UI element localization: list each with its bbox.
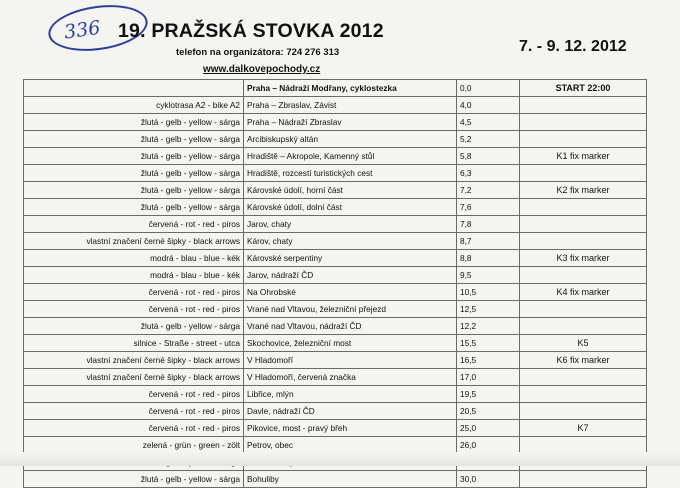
route-row bbox=[24, 250, 647, 267]
distance-km: 16,5 bbox=[457, 352, 520, 369]
route-row bbox=[24, 131, 647, 148]
control-note: K3 fix marker bbox=[520, 250, 647, 267]
trail-marking: červená - rot - red - piros bbox=[24, 284, 244, 301]
checkpoint-place: Pikovice, most - pravý břeh bbox=[244, 420, 457, 437]
route-row bbox=[24, 301, 647, 318]
document-header bbox=[0, 0, 680, 80]
distance-km: 19,5 bbox=[457, 386, 520, 403]
checkpoint-place: Károvské údolí, dolní část bbox=[244, 199, 457, 216]
trail-marking: červená - rot - red - piros bbox=[24, 216, 244, 233]
control-note bbox=[520, 114, 647, 131]
distance-km: 4,0 bbox=[457, 97, 520, 114]
control-note bbox=[520, 131, 647, 148]
trail-marking: žlutá - gelb - yellow - sárga bbox=[24, 318, 244, 335]
handwritten-number: 336 bbox=[45, 0, 150, 57]
checkpoint-place: Praha – Nádraží Modřany, cyklostezka bbox=[244, 80, 457, 97]
page-title: 19. PRAŽSKÁ STOVKA 2012 bbox=[118, 20, 384, 42]
trail-marking bbox=[24, 80, 244, 97]
distance-km: 5,2 bbox=[457, 131, 520, 148]
route-row bbox=[24, 403, 647, 420]
distance-km: 26,0 bbox=[457, 437, 520, 454]
trail-marking: žlutá - gelb - yellow - sárga bbox=[24, 199, 244, 216]
checkpoint-place: V Hladomoří bbox=[244, 352, 457, 369]
event-dates: 7. - 9. 12. 2012 bbox=[519, 38, 627, 55]
control-note bbox=[520, 165, 647, 182]
website-link[interactable]: www.dalkovepochody.cz bbox=[203, 64, 321, 75]
checkpoint-place: Károvské serpentiny bbox=[244, 250, 457, 267]
checkpoint-place: Vrané nad Vltavou, železniční přejezd bbox=[244, 301, 457, 318]
distance-km: 15,5 bbox=[457, 335, 520, 352]
route-row bbox=[24, 267, 647, 284]
trail-marking: žlutá - gelb - yellow - sárga bbox=[24, 131, 244, 148]
distance-km: 30,0 bbox=[457, 471, 520, 488]
checkpoint-place: Hradiště, rozcestí turistických cest bbox=[244, 165, 457, 182]
trail-marking: červená - rot - red - piros bbox=[24, 386, 244, 403]
route-row bbox=[24, 233, 647, 250]
control-note bbox=[520, 471, 647, 488]
route-row bbox=[24, 386, 647, 403]
checkpoint-place: Praha – Nádraží Zbraslav bbox=[244, 114, 457, 131]
checkpoint-place: Arcibiskupský altán bbox=[244, 131, 457, 148]
route-row bbox=[24, 97, 647, 114]
route-row bbox=[24, 420, 647, 437]
distance-km: 12,5 bbox=[457, 301, 520, 318]
distance-km: 20,5 bbox=[457, 403, 520, 420]
checkpoint-place: Na Ohrobské bbox=[244, 284, 457, 301]
distance-km: 8,7 bbox=[457, 233, 520, 250]
control-note bbox=[520, 267, 647, 284]
trail-marking: modrá - blau - blue - kék bbox=[24, 267, 244, 284]
control-note: K5 bbox=[520, 335, 647, 352]
trail-marking: cyklotrasa A2 - bike A2 bbox=[24, 97, 244, 114]
route-row bbox=[24, 182, 647, 199]
distance-km: 17,0 bbox=[457, 369, 520, 386]
checkpoint-place: Davle, nádraží ČD bbox=[244, 403, 457, 420]
control-note: K1 fix marker bbox=[520, 148, 647, 165]
checkpoint-place: Károvské údolí, horní část bbox=[244, 182, 457, 199]
trail-marking: vlastní značení černé šipky - black arrows bbox=[24, 369, 244, 386]
control-note bbox=[520, 199, 647, 216]
route-row bbox=[24, 471, 647, 488]
distance-km: 7,2 bbox=[457, 182, 520, 199]
trail-marking: červená - rot - red - piros bbox=[24, 403, 244, 420]
control-note: K6 fix marker bbox=[520, 352, 647, 369]
trail-marking: žlutá - gelb - yellow - sárga bbox=[24, 148, 244, 165]
control-note: K7 bbox=[520, 420, 647, 437]
control-note bbox=[520, 318, 647, 335]
checkpoint-place: Jarov, chaty bbox=[244, 216, 457, 233]
control-note: START 22:00 bbox=[520, 80, 647, 97]
organizer-phone: telefon na organizátora: 724 276 313 bbox=[176, 47, 340, 58]
route-row bbox=[24, 148, 647, 165]
trail-marking: zelená - grün - green - zölt bbox=[24, 437, 244, 454]
trail-marking: žlutá - gelb - yellow - sárga bbox=[24, 114, 244, 131]
route-row bbox=[24, 165, 647, 182]
distance-km: 10,5 bbox=[457, 284, 520, 301]
route-row bbox=[24, 369, 647, 386]
route-row bbox=[24, 216, 647, 233]
checkpoint-place: Hradiště – Akropole, Kamenný stůl bbox=[244, 148, 457, 165]
control-note: K2 fix marker bbox=[520, 182, 647, 199]
control-note bbox=[520, 301, 647, 318]
distance-km: 25,0 bbox=[457, 420, 520, 437]
page-bottom-shadow bbox=[0, 452, 680, 466]
control-note bbox=[520, 403, 647, 420]
control-note bbox=[520, 233, 647, 250]
route-table bbox=[23, 79, 647, 488]
checkpoint-place: Károv, chaty bbox=[244, 233, 457, 250]
checkpoint-place: Praha – Zbraslav, Závist bbox=[244, 97, 457, 114]
route-row bbox=[24, 318, 647, 335]
checkpoint-place: Skochovice, železniční most bbox=[244, 335, 457, 352]
distance-km: 12,2 bbox=[457, 318, 520, 335]
route-row bbox=[24, 80, 647, 97]
trail-marking: žlutá - gelb - yellow - sárga bbox=[24, 471, 244, 488]
control-note bbox=[520, 97, 647, 114]
trail-marking: červená - rot - red - piros bbox=[24, 420, 244, 437]
control-note bbox=[520, 386, 647, 403]
route-row bbox=[24, 437, 647, 454]
control-note bbox=[520, 369, 647, 386]
distance-km: 0,0 bbox=[457, 80, 520, 97]
checkpoint-place: V Hladomoří, červená značka bbox=[244, 369, 457, 386]
trail-marking: modrá - blau - blue - kék bbox=[24, 250, 244, 267]
trail-marking: žlutá - gelb - yellow - sárga bbox=[24, 182, 244, 199]
checkpoint-place: Petrov, obec bbox=[244, 437, 457, 454]
trail-marking: žlutá - gelb - yellow - sárga bbox=[24, 165, 244, 182]
route-row bbox=[24, 335, 647, 352]
distance-km: 7,8 bbox=[457, 216, 520, 233]
checkpoint-place: Libřice, mlýn bbox=[244, 386, 457, 403]
distance-km: 6,3 bbox=[457, 165, 520, 182]
distance-km: 9,5 bbox=[457, 267, 520, 284]
trail-marking: červená - rot - red - piros bbox=[24, 301, 244, 318]
route-row bbox=[24, 352, 647, 369]
trail-marking: silnice - Straße - street - utca bbox=[24, 335, 244, 352]
control-note bbox=[520, 216, 647, 233]
route-row bbox=[24, 114, 647, 131]
trail-marking: vlastní značení černé šipky - black arrows bbox=[24, 233, 244, 250]
distance-km: 8,8 bbox=[457, 250, 520, 267]
control-note bbox=[520, 437, 647, 454]
route-row bbox=[24, 199, 647, 216]
checkpoint-place: Vrané nad Vltavou, nádraží ČD bbox=[244, 318, 457, 335]
distance-km: 7,6 bbox=[457, 199, 520, 216]
route-row bbox=[24, 284, 647, 301]
route-table-body bbox=[24, 80, 647, 488]
distance-km: 5,8 bbox=[457, 148, 520, 165]
checkpoint-place: Jarov, nádraží ČD bbox=[244, 267, 457, 284]
control-note: K4 fix marker bbox=[520, 284, 647, 301]
trail-marking: vlastní značení černé šipky - black arrows bbox=[24, 352, 244, 369]
checkpoint-place: Bohuliby bbox=[244, 471, 457, 488]
distance-km: 4,5 bbox=[457, 114, 520, 131]
